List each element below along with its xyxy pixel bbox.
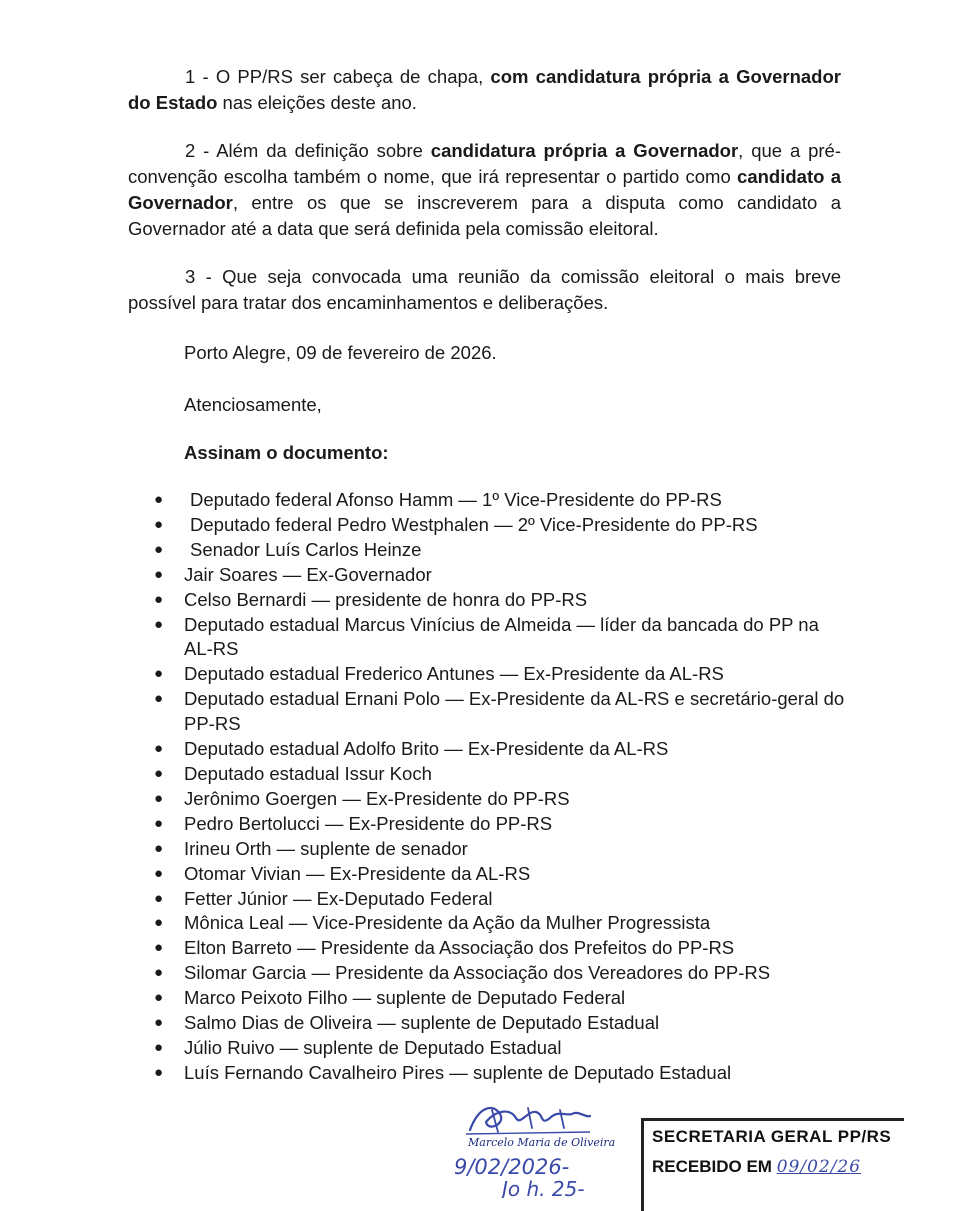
signer-name: Fetter Júnior — Ex-Deputado Federal (184, 887, 493, 909)
list-item (130, 762, 850, 787)
list-item (130, 961, 850, 986)
signer-name: Pedro Bertolucci — Ex-Presidente do PP-RS (184, 812, 553, 834)
list-item (130, 862, 850, 887)
bullet-icon: ● (154, 989, 164, 1007)
bullet-icon: ● (154, 839, 164, 857)
bullet-icon: ● (154, 814, 164, 832)
signer-name: Irineu Orth — suplente de senador (184, 837, 468, 859)
paragraph-1 (128, 64, 841, 116)
paragraph-2-bold-2: candidato a Governador (128, 166, 841, 213)
signer-name: Deputado federal Afonso Hamm — 1º Vice-Presidente do PP-RS (190, 489, 722, 510)
signer-name: Mônica Leal — Vice-Presidente da Ação da Mulher Progressista (184, 912, 711, 934)
list-item (130, 936, 850, 961)
signer-name: Marco Peixoto Filho — suplente de Deputado Federal (184, 987, 626, 1009)
bullet-icon: ● (154, 864, 164, 882)
signer-name: Deputado federal Pedro Westphalen — 2º Vice-Presidente do PP-RS (190, 513, 758, 535)
signer-name: Salmo Dias de Oliveira — suplente de Deputado Estadual (184, 1012, 660, 1034)
stamp-line-1: SECRETARIA GERAL PP/RS (652, 1127, 892, 1146)
signer-name: Otomar Vivian — Ex-Presidente da AL-RS (184, 862, 531, 884)
signer-name: Deputado estadual Issur Koch (184, 762, 432, 784)
list-item (130, 837, 850, 862)
bullet-icon: ● (154, 939, 164, 957)
received-stamp (641, 1118, 904, 1211)
signer-name: Jair Soares — Ex-Governador (184, 563, 432, 585)
signer-name: Elton Barreto — Presidente da Associação dos Prefeitos do PP-RS (184, 937, 735, 959)
paragraph-3: 3 - Que seja convocada uma reunião da comissão eleitoral o mais breve possível para tratar dos encaminhamentos e deliberações. (128, 266, 841, 313)
closing: Atenciosamente, (184, 394, 322, 415)
bullet-icon: ● (154, 889, 164, 907)
bullet-icon: ● (154, 1063, 164, 1081)
signer-name: Deputado estadual Adolfo Brito — Ex-Presidente da AL-RS (184, 738, 669, 760)
list-item (130, 911, 850, 936)
signer-name: Silomar Garcia — Presidente da Associação dos Vereadores do PP-RS (184, 962, 771, 984)
signer-name: Senador Luís Carlos Heinze (190, 538, 422, 560)
place-date: Porto Alegre, 09 de fevereiro de 2026. (184, 342, 497, 363)
paragraph-1-text-a: 1 - O PP/RS ser cabeça de chapa, (185, 66, 491, 87)
signature-graphic (440, 1088, 640, 1198)
bullet-icon: ● (154, 914, 164, 932)
list-item (130, 787, 850, 812)
bullet-icon: ● (154, 1038, 164, 1056)
paragraph-2 (128, 138, 841, 242)
paragraph-1-text-c: nas eleições deste ano. (217, 92, 417, 113)
list-item (130, 613, 850, 663)
list-item (130, 1061, 850, 1086)
bullet-icon: ● (154, 540, 164, 558)
list-item (130, 986, 850, 1011)
signature-note: Jo h. 25- (502, 1177, 585, 1198)
list-item (130, 588, 850, 613)
list-item (130, 513, 850, 538)
paragraph-1-bold: com candidatura própria a Governador do Estado (128, 66, 841, 113)
stamp-received-label: RECEBIDO EM (652, 1157, 772, 1176)
list-item (130, 1011, 850, 1036)
bullet-icon: ● (154, 964, 164, 982)
bullet-icon: ● (154, 515, 164, 533)
list-item (130, 488, 850, 513)
signature-date: 9/02/2026- (454, 1155, 570, 1179)
list-item (130, 887, 850, 912)
bullet-icon: ● (154, 690, 164, 708)
signer-name: Jerônimo Goergen — Ex-Presidente do PP-RS (184, 787, 570, 809)
bullet-icon: ● (154, 789, 164, 807)
signer-name: Deputado estadual Ernani Polo — Ex-Presidente da AL-RS e secretário-geral do PP-RS (184, 688, 845, 735)
signer-name: Deputado estadual Marcus Vinícius de Almeida — líder da bancada do PP na AL-RS (184, 613, 819, 660)
paragraph-2-text-e: , entre os que se inscreverem para a disputa como candidato a Governador até a data que será definida pela comissão eleitoral. (128, 192, 841, 239)
signers-list (130, 488, 850, 1086)
stamp-date: 09/02/26 (776, 1157, 862, 1177)
signers-heading: Assinam o documento: (184, 442, 389, 463)
bullet-icon: ● (154, 1014, 164, 1032)
signer-name: Deputado estadual Frederico Antunes — Ex-Presidente da AL-RS (184, 663, 724, 685)
signature-name: Marcelo Maria de Oliveira (468, 1136, 616, 1149)
signer-name: Luís Fernando Cavalheiro Pires — suplente de Deputado Estadual (184, 1061, 732, 1083)
bullet-icon: ● (154, 615, 164, 633)
paragraph-2-text-a: 2 - Além da definição sobre (185, 140, 431, 161)
handwritten-signature (440, 1088, 640, 1198)
bullet-icon: ● (154, 740, 164, 758)
list-item (130, 563, 850, 588)
bullet-icon: ● (154, 590, 164, 608)
bullet-icon: ● (154, 665, 164, 683)
list-item (130, 737, 850, 762)
signer-name: Celso Bernardi — presidente de honra do PP-RS (184, 588, 588, 610)
stamp-line-2 (652, 1157, 861, 1177)
bullet-icon: ● (154, 491, 164, 508)
bullet-icon: ● (154, 565, 164, 583)
signer-name: Júlio Ruivo — suplente de Deputado Estadual (184, 1036, 562, 1058)
list-item (130, 1036, 850, 1061)
list-item (130, 812, 850, 837)
paragraph-2-bold-1: candidatura própria a Governador (430, 140, 739, 161)
bullet-icon: ● (154, 764, 164, 782)
paragraph-2-text-c: , que a pré-convenção escolha também o nome, que irá representar o partido como (128, 140, 842, 187)
list-item (130, 662, 850, 687)
list-item (130, 538, 850, 563)
list-item (130, 687, 850, 737)
